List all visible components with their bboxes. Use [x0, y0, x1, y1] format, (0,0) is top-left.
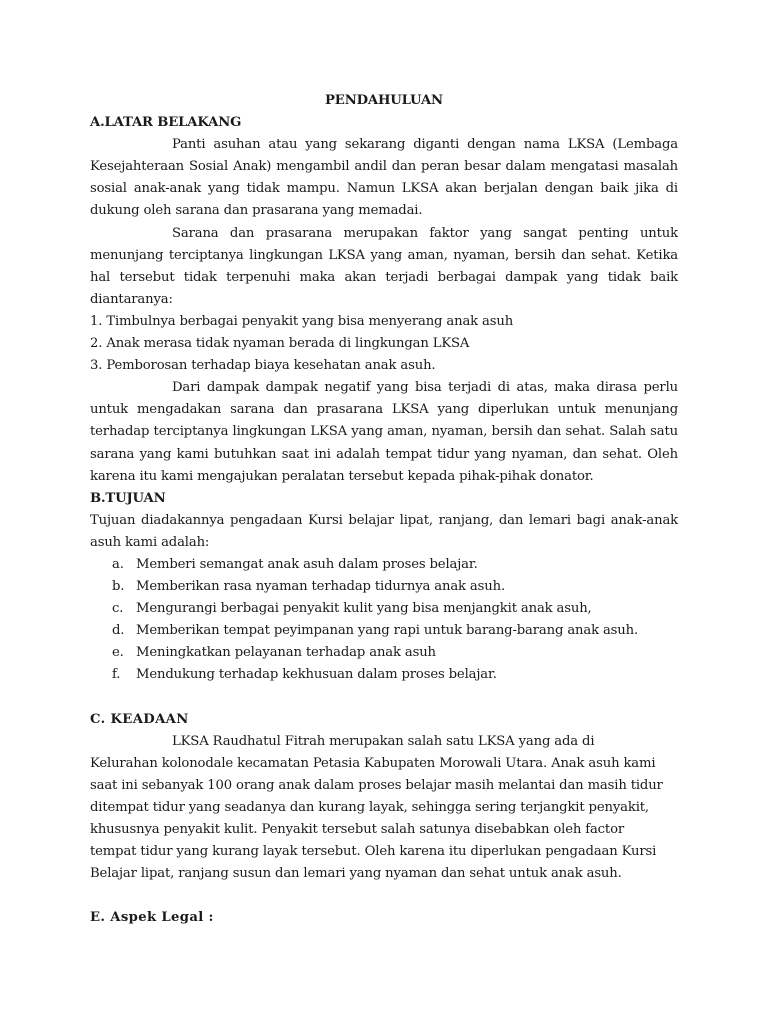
- section-c-line: khususnya penyakit kulit. Penyakit tersebut salah satunya disebabkan oleh factor: [90, 822, 625, 837]
- goal-marker: c.: [112, 601, 124, 617]
- goal-item: [90, 576, 678, 598]
- spacer: [90, 687, 678, 709]
- goals-list: [90, 554, 678, 687]
- section-e-heading: E. Aspek Legal :: [90, 910, 214, 926]
- section-a-paragraph-1: Panti asuhan atau yang sekarang diganti dengan nama LKSA (Lembaga Kesejahteraan Sosial Anak) mengambil andil dan peran besar dalam mengatasi masalah sosial anak-anak yang tidak mampu. Namun LKSA akan berjalan dengan baik jika di dukung oleh sarana dan prasarana yang memadai.: [90, 137, 678, 219]
- section-a-paragraph-2: Sarana dan prasarana merupakan faktor yang sangat penting untuk menunjang terciptanya lingkungan LKSA yang aman, nyaman, bersih dan sehat. Ketika hal tersebut tidak terpenuhi maka akan terjadi berbagai dampak yang tidak baik diantaranya:: [90, 225, 678, 307]
- goal-text: Memberi semangat anak asuh dalam proses belajar.: [136, 556, 478, 572]
- goal-text: Mendukung terhadap kekhusuan dalam proses belajar.: [136, 667, 497, 683]
- goal-item: [90, 664, 678, 686]
- section-c-line: ditempat tidur yang seadanya dan kurang layak, sehingga sering terjangkit penyakit,: [90, 799, 649, 815]
- section-c-line: Belajar lipat, ranjang susun dan lemari yang nyaman dan sehat untuk anak asuh.: [90, 866, 622, 882]
- section-c-heading: C. KEADAAN: [90, 711, 189, 727]
- section-a-paragraph-3: Dari dampak dampak negatif yang bisa terjadi di atas, maka dirasa perlu untuk mengadakan sarana dan prasarana LKSA yang diperlukan untuk menunjang terhadap terciptanya lingkungan LKSA yang aman, nyaman, bersih dan sehat. Salah satu sarana yang kami butuhkan saat ini adalah tempat tidur yang nyaman, dan sehat. Oleh karena itu kami mengajukan peralatan tersebut kepada pihak-pihak donator.: [90, 380, 678, 484]
- section-b-intro: Tujuan diadakannya pengadaan Kursi belajar lipat, ranjang, dan lemari bagi anak-anak asuh kami adalah:: [90, 512, 678, 550]
- section-c-line: saat ini sebanyak 100 orang anak dalam proses belajar masih melantai dan masih tidur: [90, 777, 663, 793]
- spacer: [90, 885, 678, 907]
- goal-item: [90, 598, 678, 620]
- goal-marker: d.: [112, 623, 125, 639]
- goal-marker: b.: [112, 579, 125, 595]
- impact-item-3: 3. Pemborosan terhadap biaya kesehatan anak asuh.: [90, 358, 436, 374]
- goal-marker: f.: [112, 667, 121, 683]
- section-c-line: LKSA Raudhatul Fitrah merupakan salah satu LKSA yang ada di: [172, 733, 595, 749]
- section-b-heading: B.TUJUAN: [90, 490, 166, 506]
- impact-item-1: 1. Timbulnya berbagai penyakit yang bisa menyerang anak asuh: [90, 313, 514, 329]
- section-c-line: tempat tidur yang kurang layak tersebut. Oleh karena itu diperlukan pengadaan Kursi: [90, 844, 657, 860]
- goal-marker: e.: [112, 645, 124, 661]
- goal-text: Memberikan rasa nyaman terhadap tidurnya anak asuh.: [136, 579, 505, 595]
- section-c-line: Kelurahan kolonodale kecamatan Petasia Kabupaten Morowali Utara. Anak asuh kami: [90, 755, 656, 771]
- goal-item: [90, 620, 678, 642]
- goal-text: Meningkatkan pelayanan terhadap anak asuh: [136, 645, 436, 661]
- goal-item: [90, 642, 678, 664]
- document-page: [90, 90, 678, 929]
- goal-item: [90, 554, 678, 576]
- goal-marker: a.: [112, 556, 124, 572]
- goal-text: Mengurangi berbagai penyakit kulit yang bisa menjangkit anak asuh,: [136, 601, 592, 617]
- goal-text: Memberikan tempat peyimpanan yang rapi untuk barang-barang anak asuh.: [136, 623, 639, 639]
- impact-item-2: 2. Anak merasa tidak nyaman berada di lingkungan LKSA: [90, 336, 470, 352]
- section-a-heading: A.LATAR BELAKANG: [90, 115, 242, 131]
- page-title: PENDAHULUAN: [325, 93, 443, 108]
